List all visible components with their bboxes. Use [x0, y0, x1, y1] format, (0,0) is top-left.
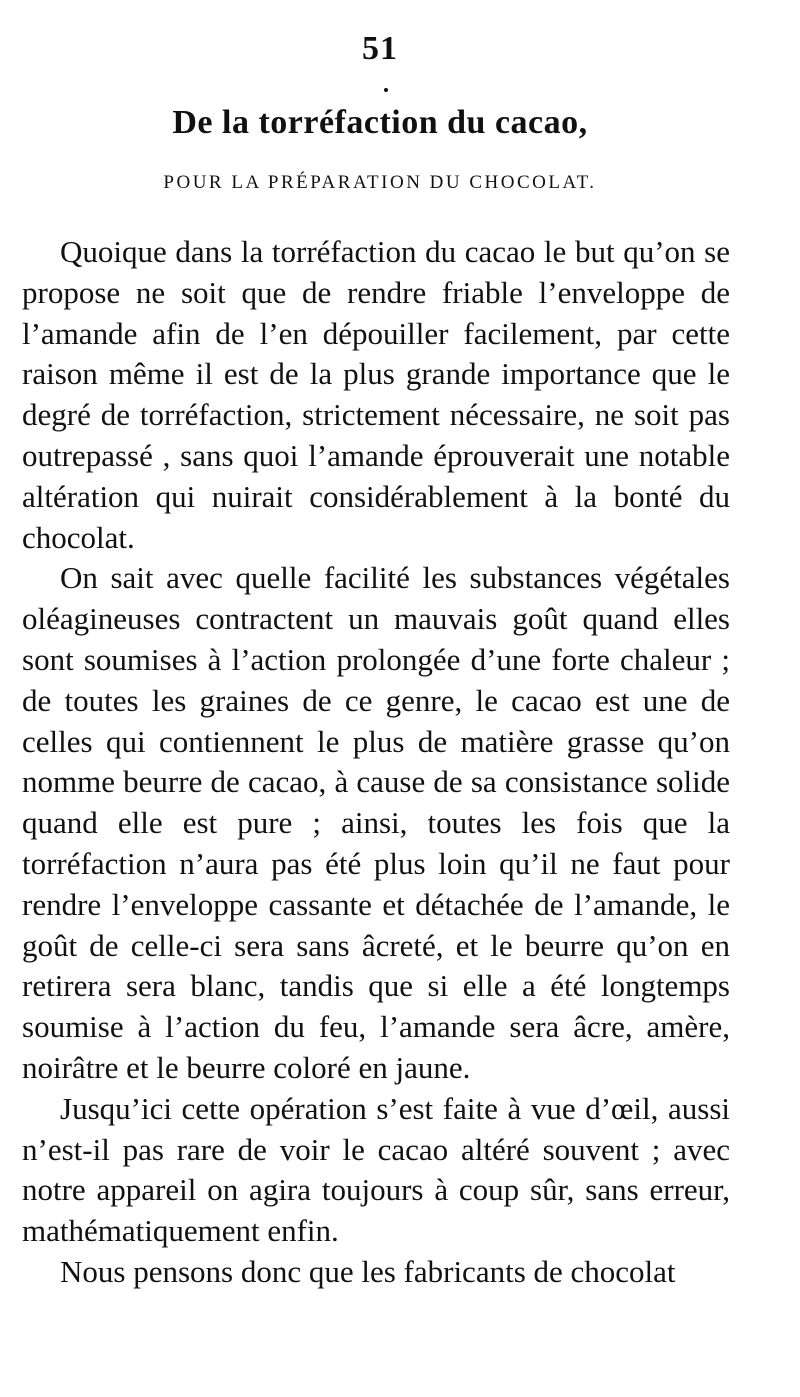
paragraph: On sait avec quelle facilité les substances végétales oléagineuses contractent un mauvais goût quand elles sont soumises à l’action prolongée d’une forte chaleur ; de toutes les graines de ce genre, le cacao est une de celles qui contiennent le plus de matière grasse qu’on nomme beurre de cacao, à cause de sa consistance solide quand elle est pure ; ainsi, toutes les fois que la torréfaction n’aura pas été plus loin qu’il ne faut pour rendre l’enveloppe cassante et détachée de l’amande, le goût de celle-ci sera sans âcreté, et le beurre qu’on en retirera sera blanc, tandis que si elle a été longtemps soumise à l’action du feu, l’amande sera âcre, amère, noirâtre et le beurre coloré en jaune. [22, 560, 730, 1085]
body-text [22, 232, 730, 1293]
ornament-dot [384, 88, 388, 92]
paragraph: Jusqu’ici cette opération s’est faite à vue d’œil, aussi n’est-il pas rare de voir le cacao altéré souvent ; avec notre appareil on agira toujours à coup sûr, sans erreur, mathématiquement enfin. [22, 1090, 730, 1249]
paragraph: Nous pensons donc que les fabricants de chocolat [60, 1253, 676, 1289]
section-title: De la torréfaction du cacao, [172, 104, 588, 141]
paragraph: Quoique dans la torréfaction du cacao le but qu’on se propose ne soit que de rendre friable l’enveloppe de l’amande afin de l’en dépouiller facilement, par cette raison même il est de la plus grande importance que le degré de torréfaction, strictement nécessaire, ne soit pas outrepassé , sans quoi l’amande éprouverait une notable altération qui nuirait considérablement à la bonté du chocolat. [22, 234, 730, 555]
section-subtitle: POUR LA PRÉPARATION DU CHOCOLAT. [163, 172, 597, 193]
page-number: 51 [362, 30, 398, 67]
